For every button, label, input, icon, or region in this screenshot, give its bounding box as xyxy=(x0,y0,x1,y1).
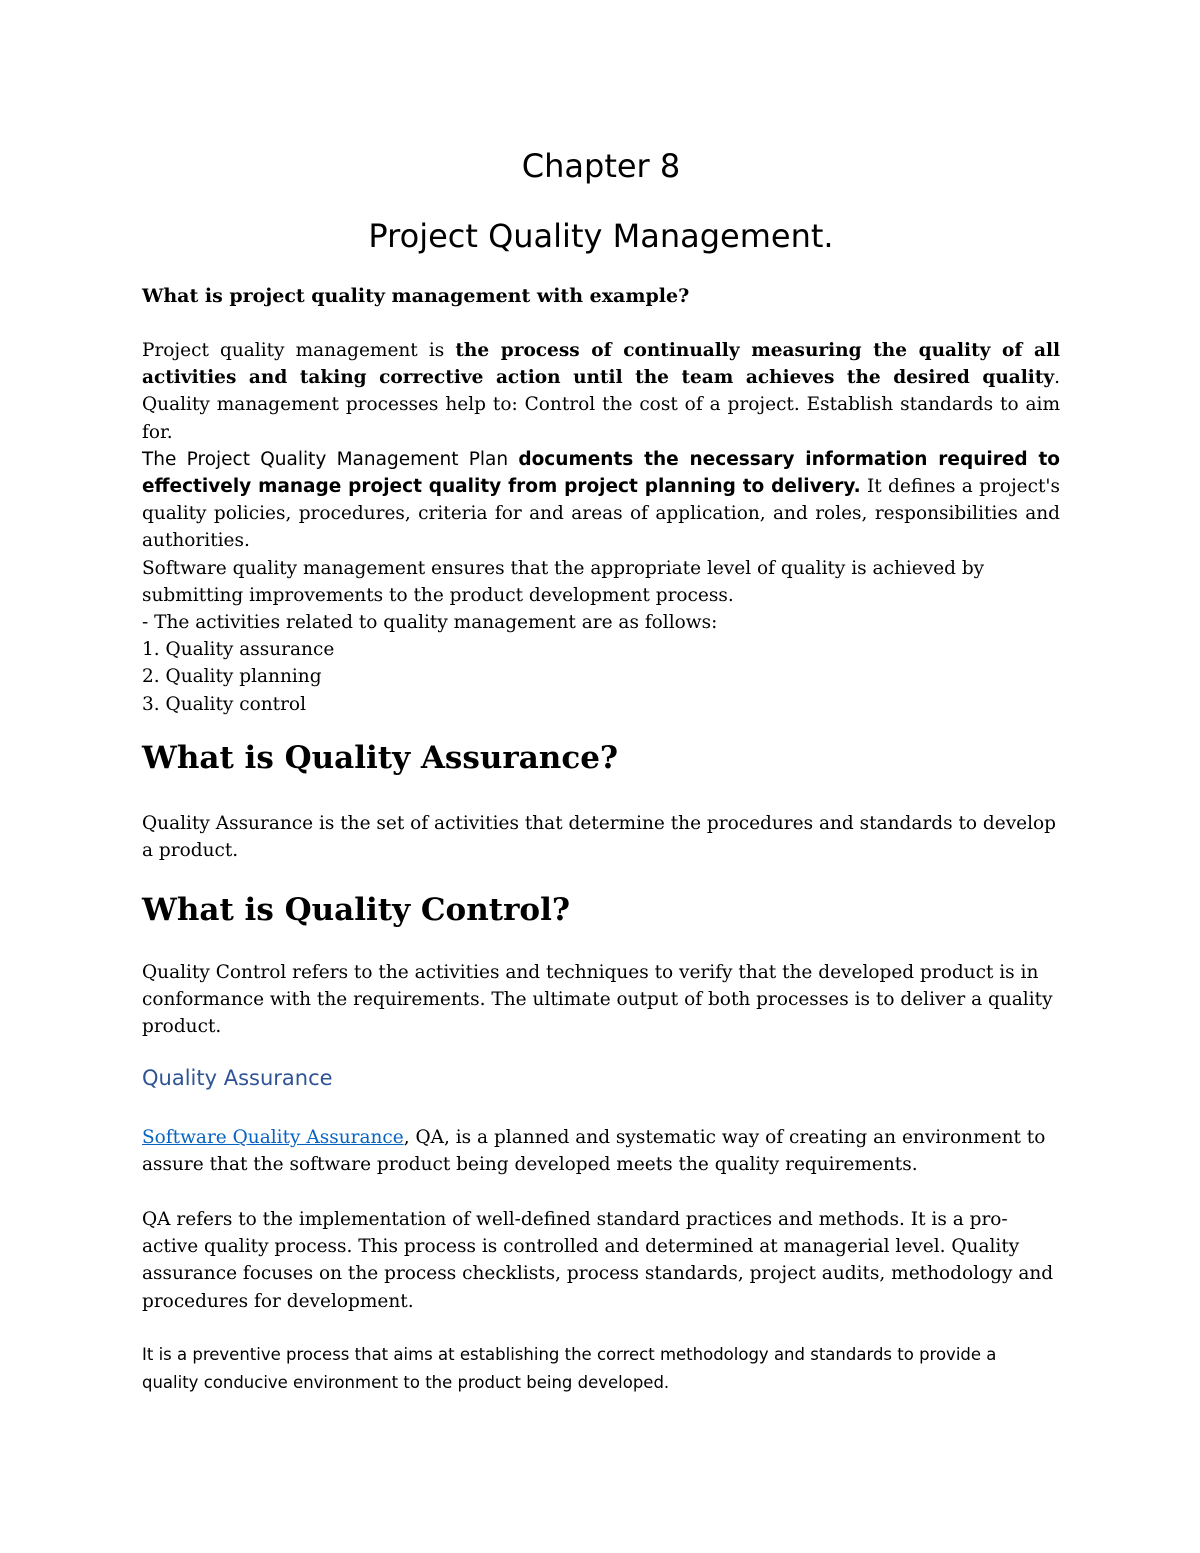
qa-detail-p2-line-3: assurance focuses on the process checklists, process standards, project audits, methodology and xyxy=(142,1263,1054,1285)
qc-section-paragraph xyxy=(142,959,1060,1041)
qa-detail-paragraph-3 xyxy=(142,1341,1060,1397)
intro-paragraph-1 xyxy=(142,337,1060,446)
qa-detail-p2-line-2: active quality process. This process is controlled and determined at managerial level. Quality xyxy=(142,1236,1020,1258)
qa-line-1: Quality Assurance is the set of activities that determine the procedures and standards to develop xyxy=(142,813,1056,834)
qa-detail-paragraph-1 xyxy=(142,1124,1060,1178)
qa-detail-paragraph-2 xyxy=(142,1206,1060,1315)
intro-p3-line-1: Software quality management ensures that the appropriate level of quality is achieved by xyxy=(142,557,985,579)
qc-line-1: Quality Control refers to the activities and techniques to verify that the developed product is in xyxy=(142,962,1039,983)
qa-detail-p3-line-2: quality conducive environment to the product being developed. xyxy=(142,1373,670,1392)
qc-section-heading: What is Quality Control? xyxy=(142,892,571,928)
qa-detail-p1-line-1-rest: , QA, is a planned and systematic way of creating an environment to xyxy=(403,1127,1046,1148)
intro-paragraph-2 xyxy=(142,446,1060,555)
qa-detail-heading: Quality Assurance xyxy=(142,1066,333,1090)
intro-p1-start: Project quality management is xyxy=(142,340,456,361)
qa-section-heading: What is Quality Assurance? xyxy=(142,740,619,776)
list-item: 3. Quality control xyxy=(142,693,306,715)
qc-line-2: conformance with the requirements. The ultimate output of both processes is to deliver a quality xyxy=(142,989,1053,1011)
qa-detail-p2-line-4: procedures for development. xyxy=(142,1290,414,1312)
intro-p2-start: The Project Quality Management Plan xyxy=(142,448,519,470)
qa-detail-p1-line-2: assure that the software product being developed meets the quality requirements. xyxy=(142,1154,918,1176)
qa-section-paragraph xyxy=(142,810,1060,864)
intro-p1-end: . Quality management processes help to: Control the cost of a project. Establish standards to aim for. xyxy=(142,367,1060,443)
list-item: 1. Quality assurance xyxy=(142,639,335,661)
chapter-label: Chapter 8 xyxy=(521,147,681,185)
qa-detail-p3-line-1: It is a preventive process that aims at establishing the correct methodology and standards to provide a xyxy=(142,1345,997,1364)
intro-p1-bold: the process of continually measuring the quality of all activities and taking corrective action until the team achieves the desired quality xyxy=(142,340,1060,389)
list-item: 2. Quality planning xyxy=(142,666,322,688)
qa-detail-p2-line-1: QA refers to the implementation of well-defined standard practices and methods. It is a pro- xyxy=(142,1209,1008,1230)
qc-line-3: product. xyxy=(142,1016,222,1038)
qa-detail-p1-line-1 xyxy=(142,1124,1060,1151)
intro-p3-line-3: - The activities related to quality management are as follows: xyxy=(142,612,718,634)
qa-line-2: a product. xyxy=(142,840,239,862)
intro-p2-end: It defines a project's quality policies, procedures, criteria for and areas of application, and roles, responsibilities and authorities. xyxy=(142,476,1061,552)
intro-p2-bold: documents the necessary information required to effectively manage project quality from project planning to delivery. xyxy=(142,448,1061,498)
intro-body xyxy=(142,337,1060,718)
intro-p3-line-2: submitting improvements to the product development process. xyxy=(142,584,734,606)
document-title: Project Quality Management. xyxy=(368,217,834,255)
software-qa-link[interactable]: Software Quality Assurance xyxy=(142,1127,404,1148)
intro-question-heading: What is project quality management with example? xyxy=(142,285,690,307)
